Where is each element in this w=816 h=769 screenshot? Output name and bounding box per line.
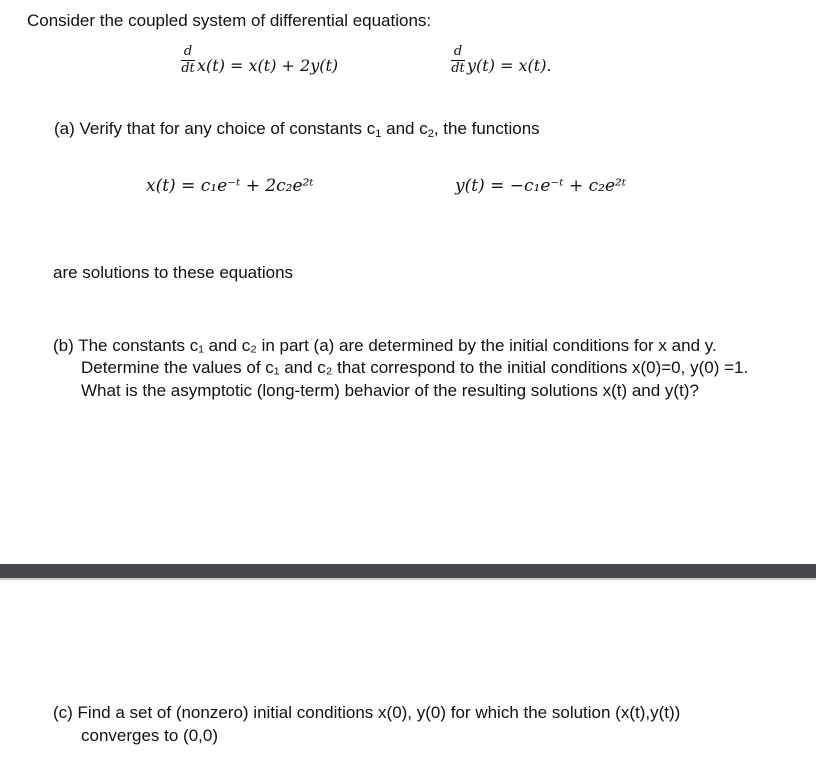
eq1-dt: dt <box>181 61 195 76</box>
x-solution: x(t) = c₁e⁻ᵗ + 2c₂e²ᵗ <box>146 176 314 196</box>
equation-1: x(t) = x(t) + 2y(t) <box>197 56 339 75</box>
part-b-line-3: What is the asymptotic (long-term) behavior of the resulting solutions x(t) and y(t)? <box>81 381 699 400</box>
equation-2: y(t) = x(t). <box>467 56 552 75</box>
problem-intro: Consider the coupled system of differential equations: <box>27 11 432 30</box>
part-c-line-1: (c) Find a set of (nonzero) initial conditions x(0), y(0) for which the solution (x(t),y(t)) <box>53 703 681 722</box>
part-a-prompt: (a) Verify that for any choice of constants $c_1$ and $c_2$, the functions <box>54 119 540 140</box>
part-a-closing: are solutions to these equations <box>53 263 294 282</box>
part-b-line-1: (b) The constants c₁ and c₂ in part (a) are determined by the initial conditions for x and y. <box>53 336 717 355</box>
section-divider-shadow <box>0 578 816 580</box>
eq1-derivative-fraction <box>181 44 195 76</box>
part-b-line-2: Determine the values of c₁ and c₂ that correspond to the initial conditions x(0)=0, y(0) =1. <box>81 358 749 377</box>
eq2-d: d <box>453 44 463 59</box>
eq2-derivative-fraction <box>451 44 465 76</box>
eq2-dt: dt <box>451 61 465 76</box>
y-solution: y(t) = −c₁e⁻ᵗ + c₂e²ᵗ <box>455 176 627 196</box>
part-c-line-2: converges to (0,0) <box>81 726 219 745</box>
section-divider <box>0 564 816 578</box>
eq1-d: d <box>183 44 193 59</box>
